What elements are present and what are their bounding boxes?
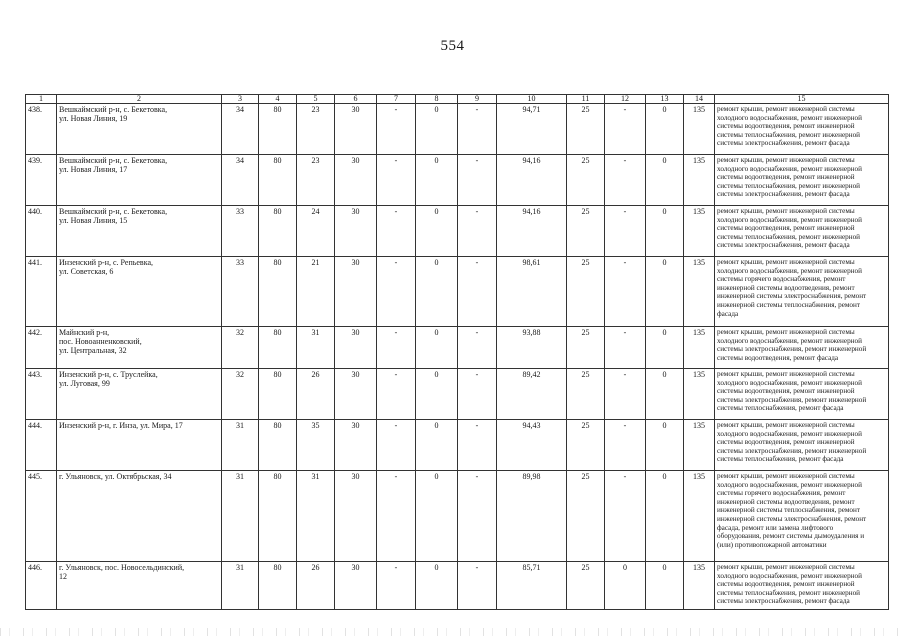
- row-number: 444.: [26, 420, 57, 471]
- col-6-value: 30: [335, 327, 377, 369]
- works-line: ремонт крыши, ремонт инженерной системы: [717, 328, 855, 336]
- table-row: [26, 471, 889, 562]
- col-num-1: 1: [26, 95, 57, 104]
- works-line: фасада: [717, 309, 739, 318]
- col-num-15: 15: [715, 95, 889, 104]
- row-number: 442.: [26, 327, 57, 369]
- works-line: холодного водоснабжения, ремонт инженерной: [717, 215, 862, 224]
- col-12-value: -: [605, 155, 646, 206]
- col-8-value: 0: [416, 327, 458, 369]
- col-14-value: 135: [684, 471, 715, 562]
- col-9-value: -: [458, 206, 497, 257]
- col-11-value: 25: [567, 155, 605, 206]
- col-7-value: -: [377, 327, 416, 369]
- column-number-row: [26, 95, 889, 104]
- col-11-value: 25: [567, 104, 605, 155]
- address-cell: [57, 369, 222, 420]
- col-3-value: 34: [222, 104, 259, 155]
- col-9-value: -: [458, 369, 497, 420]
- col-8-value: 0: [416, 257, 458, 327]
- col-14-value: 135: [684, 104, 715, 155]
- table-row: [26, 562, 889, 610]
- col-5-value: 24: [297, 206, 335, 257]
- works-line: системы теплоснабжения, ремонт инженерной: [717, 232, 861, 241]
- col-13-value: 0: [646, 206, 684, 257]
- address-cell: [57, 206, 222, 257]
- col-4-value: 80: [259, 471, 297, 562]
- table-row: [26, 206, 889, 257]
- works-line: системы теплоснабжения, ремонт фасада: [717, 404, 844, 413]
- row-number: 438.: [26, 104, 57, 155]
- col-7-value: -: [377, 471, 416, 562]
- works-line: системы водоотведения, ремонт фасада: [717, 353, 839, 362]
- address-cell: [57, 155, 222, 206]
- col-8-value: 0: [416, 104, 458, 155]
- col-10-value: 89,98: [497, 471, 567, 562]
- col-8-value: 0: [416, 369, 458, 420]
- col-5-value: 26: [297, 369, 335, 420]
- works-line: ремонт крыши, ремонт инженерной системы: [717, 156, 855, 164]
- works-line: системы водоотведения, ремонт инженерной: [717, 438, 855, 447]
- address-line: ул. Новая Линия, 17: [59, 165, 128, 174]
- col-12-value: 0: [605, 562, 646, 610]
- col-11-value: 25: [567, 471, 605, 562]
- col-5-value: 21: [297, 257, 335, 327]
- works-cell: [715, 206, 889, 257]
- col-num-3: 3: [222, 95, 259, 104]
- row-number: 439.: [26, 155, 57, 206]
- col-9-value: -: [458, 420, 497, 471]
- col-num-6: 6: [335, 95, 377, 104]
- col-5-value: 26: [297, 562, 335, 610]
- col-num-8: 8: [416, 95, 458, 104]
- col-4-value: 80: [259, 369, 297, 420]
- table-body: [26, 95, 889, 610]
- col-13-value: 0: [646, 155, 684, 206]
- works-line: инженерной системы теплоснабжения, ремонт: [717, 506, 861, 515]
- col-12-value: -: [605, 257, 646, 327]
- col-num-9: 9: [458, 95, 497, 104]
- col-6-value: 30: [335, 369, 377, 420]
- col-4-value: 80: [259, 420, 297, 471]
- col-14-value: 135: [684, 257, 715, 327]
- works-line: системы водоотведения, ремонт инженерной: [717, 224, 855, 233]
- address-line: Вешкаймский р-н, с. Бекетовка,: [59, 156, 168, 165]
- col-10-value: 93,88: [497, 327, 567, 369]
- col-14-value: 135: [684, 420, 715, 471]
- col-11-value: 25: [567, 420, 605, 471]
- address-line: ул. Советская, 6: [59, 267, 114, 276]
- works-cell: [715, 369, 889, 420]
- address-line: ул. Центральная, 32: [59, 346, 127, 355]
- address-line: Майнский р-н,: [59, 328, 110, 337]
- col-num-11: 11: [567, 95, 605, 104]
- registry-table: [25, 94, 889, 610]
- address-cell: [57, 327, 222, 369]
- col-5-value: 23: [297, 104, 335, 155]
- works-line: системы электроснабжения, ремонт фасада: [717, 241, 850, 250]
- works-line: системы электроснабжения, ремонт фасада: [717, 597, 850, 606]
- col-4-value: 80: [259, 206, 297, 257]
- works-line: ремонт крыши, ремонт инженерной системы: [717, 105, 855, 113]
- col-14-value: 135: [684, 327, 715, 369]
- works-line: системы электроснабжения, ремонт инженерной: [717, 446, 867, 455]
- works-line: холодного водоснабжения, ремонт инженерной: [717, 164, 862, 173]
- col-3-value: 31: [222, 420, 259, 471]
- works-cell: [715, 155, 889, 206]
- works-line: системы водоотведения, ремонт инженерной: [717, 173, 855, 182]
- col-3-value: 32: [222, 327, 259, 369]
- col-7-value: -: [377, 104, 416, 155]
- works-cell: [715, 562, 889, 610]
- works-line: холодного водоснабжения, ремонт инженерной: [717, 336, 862, 345]
- col-10-value: 94,16: [497, 155, 567, 206]
- col-13-value: 0: [646, 104, 684, 155]
- col-num-7: 7: [377, 95, 416, 104]
- works-line: системы горячего водоснабжения, ремонт: [717, 275, 846, 284]
- col-12-value: -: [605, 471, 646, 562]
- col-6-value: 30: [335, 257, 377, 327]
- works-line: фасада, ремонт или замена лифтового: [717, 523, 834, 532]
- col-3-value: 31: [222, 562, 259, 610]
- col-12-value: -: [605, 420, 646, 471]
- col-12-value: -: [605, 104, 646, 155]
- col-13-value: 0: [646, 327, 684, 369]
- col-11-value: 25: [567, 327, 605, 369]
- address-line: пос. Новоанненковский,: [59, 337, 142, 346]
- works-line: ремонт крыши, ремонт инженерной системы: [717, 421, 855, 429]
- col-num-12: 12: [605, 95, 646, 104]
- address-line: Инзенский р-н, с. Репьевка,: [59, 258, 154, 267]
- col-5-value: 31: [297, 327, 335, 369]
- works-cell: [715, 327, 889, 369]
- col-8-value: 0: [416, 562, 458, 610]
- works-line: системы электроснабжения, ремонт фасада: [717, 190, 850, 199]
- scan-noise-strip: [0, 628, 905, 636]
- address-cell: [57, 257, 222, 327]
- col-3-value: 31: [222, 471, 259, 562]
- col-13-value: 0: [646, 471, 684, 562]
- col-14-value: 135: [684, 206, 715, 257]
- works-line: холодного водоснабжения, ремонт инженерной: [717, 480, 862, 489]
- address-cell: [57, 471, 222, 562]
- col-11-value: 25: [567, 257, 605, 327]
- col-12-value: -: [605, 327, 646, 369]
- works-line: системы теплоснабжения, ремонт инженерной: [717, 130, 861, 139]
- works-line: системы теплоснабжения, ремонт инженерной: [717, 181, 861, 190]
- works-line: ремонт крыши, ремонт инженерной системы: [717, 563, 855, 571]
- col-10-value: 94,43: [497, 420, 567, 471]
- works-line: инженерной системы электроснабжения, ремонт: [717, 514, 867, 523]
- works-line: системы водоотведения, ремонт инженерной: [717, 122, 855, 131]
- col-10-value: 94,71: [497, 104, 567, 155]
- col-4-value: 80: [259, 155, 297, 206]
- table-row: [26, 104, 889, 155]
- works-line: системы теплоснабжения, ремонт инженерной: [717, 588, 861, 597]
- address-line: г. Ульяновск, пос. Новосельдинский,: [59, 563, 185, 572]
- col-3-value: 34: [222, 155, 259, 206]
- col-6-value: 30: [335, 420, 377, 471]
- address-cell: [57, 104, 222, 155]
- col-num-13: 13: [646, 95, 684, 104]
- col-13-value: 0: [646, 562, 684, 610]
- col-12-value: -: [605, 369, 646, 420]
- row-number: 445.: [26, 471, 57, 562]
- col-13-value: 0: [646, 420, 684, 471]
- address-line: 12: [59, 572, 67, 581]
- works-line: инженерной системы водоотведения, ремонт: [717, 283, 855, 292]
- address-cell: [57, 420, 222, 471]
- col-num-14: 14: [684, 95, 715, 104]
- row-number: 440.: [26, 206, 57, 257]
- works-line: инженерной системы теплоснабжения, ремонт: [717, 300, 861, 309]
- col-11-value: 25: [567, 206, 605, 257]
- col-4-value: 80: [259, 562, 297, 610]
- works-line: инженерной системы водоотведения, ремонт: [717, 497, 855, 506]
- address-line: ул. Новая Линия, 19: [59, 114, 128, 123]
- works-line: системы электроснабжения, ремонт инженерной: [717, 345, 867, 354]
- address-line: Инзенский р-н, с. Труслейка,: [59, 370, 158, 379]
- col-4-value: 80: [259, 104, 297, 155]
- col-num-10: 10: [497, 95, 567, 104]
- col-11-value: 25: [567, 369, 605, 420]
- table-row: [26, 155, 889, 206]
- col-10-value: 89,42: [497, 369, 567, 420]
- col-7-value: -: [377, 206, 416, 257]
- table-row: [26, 327, 889, 369]
- col-4-value: 80: [259, 327, 297, 369]
- col-9-value: -: [458, 104, 497, 155]
- col-10-value: 98,61: [497, 257, 567, 327]
- works-line: холодного водоснабжения, ремонт инженерной: [717, 266, 862, 275]
- address-line: ул. Новая Линия, 15: [59, 216, 128, 225]
- works-line: системы горячего водоснабжения, ремонт: [717, 489, 846, 498]
- col-14-value: 135: [684, 155, 715, 206]
- col-6-value: 30: [335, 104, 377, 155]
- table-row: [26, 369, 889, 420]
- col-9-value: -: [458, 471, 497, 562]
- address-line: г. Ульяновск, ул. Октябрьская, 34: [59, 472, 172, 481]
- col-3-value: 32: [222, 369, 259, 420]
- works-line: ремонт крыши, ремонт инженерной системы: [717, 258, 855, 266]
- col-13-value: 0: [646, 257, 684, 327]
- works-line: системы водоотведения, ремонт инженерной: [717, 580, 855, 589]
- col-8-value: 0: [416, 206, 458, 257]
- col-7-value: -: [377, 420, 416, 471]
- col-num-4: 4: [259, 95, 297, 104]
- col-11-value: 25: [567, 562, 605, 610]
- works-line: системы теплоснабжения, ремонт фасада: [717, 455, 844, 464]
- col-8-value: 0: [416, 420, 458, 471]
- address-line: ул. Луговая, 99: [59, 379, 110, 388]
- address-line: Вешкаймский р-н, с. Бекетовка,: [59, 105, 168, 114]
- works-line: ремонт крыши, ремонт инженерной системы: [717, 370, 855, 378]
- works-line: системы электроснабжения, ремонт инженерной: [717, 395, 867, 404]
- works-line: оборудования, ремонт системы дымоудаления и: [717, 532, 865, 541]
- table-row: [26, 257, 889, 327]
- col-6-value: 30: [335, 471, 377, 562]
- works-line: инженерной системы электроснабжения, ремонт: [717, 292, 867, 301]
- col-6-value: 30: [335, 155, 377, 206]
- col-5-value: 23: [297, 155, 335, 206]
- col-7-value: -: [377, 257, 416, 327]
- col-9-value: -: [458, 155, 497, 206]
- col-5-value: 31: [297, 471, 335, 562]
- col-14-value: 135: [684, 562, 715, 610]
- col-14-value: 135: [684, 369, 715, 420]
- works-cell: [715, 471, 889, 562]
- col-9-value: -: [458, 562, 497, 610]
- col-6-value: 30: [335, 206, 377, 257]
- works-line: холодного водоснабжения, ремонт инженерной: [717, 378, 862, 387]
- table-row: [26, 420, 889, 471]
- col-3-value: 33: [222, 257, 259, 327]
- page-number: 554: [440, 38, 465, 54]
- col-num-2: 2: [57, 95, 222, 104]
- col-8-value: 0: [416, 155, 458, 206]
- works-line: ремонт крыши, ремонт инженерной системы: [717, 207, 855, 215]
- works-line: холодного водоснабжения, ремонт инженерной: [717, 113, 862, 122]
- address-line: Инзенский р-н, г. Инза, ул. Мира, 17: [59, 421, 183, 430]
- col-9-value: -: [458, 327, 497, 369]
- works-cell: [715, 104, 889, 155]
- row-number: 443.: [26, 369, 57, 420]
- col-10-value: 94,16: [497, 206, 567, 257]
- col-6-value: 30: [335, 562, 377, 610]
- works-line: системы водоотведения, ремонт инженерной: [717, 387, 855, 396]
- col-5-value: 35: [297, 420, 335, 471]
- works-line: (или) противопожарной автоматики: [717, 540, 827, 549]
- address-cell: [57, 562, 222, 610]
- col-7-value: -: [377, 369, 416, 420]
- col-7-value: -: [377, 562, 416, 610]
- col-10-value: 85,71: [497, 562, 567, 610]
- col-num-5: 5: [297, 95, 335, 104]
- col-13-value: 0: [646, 369, 684, 420]
- works-line: ремонт крыши, ремонт инженерной системы: [717, 472, 855, 480]
- col-9-value: -: [458, 257, 497, 327]
- row-number: 441.: [26, 257, 57, 327]
- col-8-value: 0: [416, 471, 458, 562]
- works-line: холодного водоснабжения, ремонт инженерной: [717, 571, 862, 580]
- col-12-value: -: [605, 206, 646, 257]
- address-line: Вешкаймский р-н, с. Бекетовка,: [59, 207, 168, 216]
- col-7-value: -: [377, 155, 416, 206]
- works-cell: [715, 420, 889, 471]
- col-4-value: 80: [259, 257, 297, 327]
- col-3-value: 33: [222, 206, 259, 257]
- row-number: 446.: [26, 562, 57, 610]
- works-line: холодного водоснабжения, ремонт инженерной: [717, 429, 862, 438]
- works-cell: [715, 257, 889, 327]
- works-line: системы электроснабжения, ремонт фасада: [717, 139, 850, 148]
